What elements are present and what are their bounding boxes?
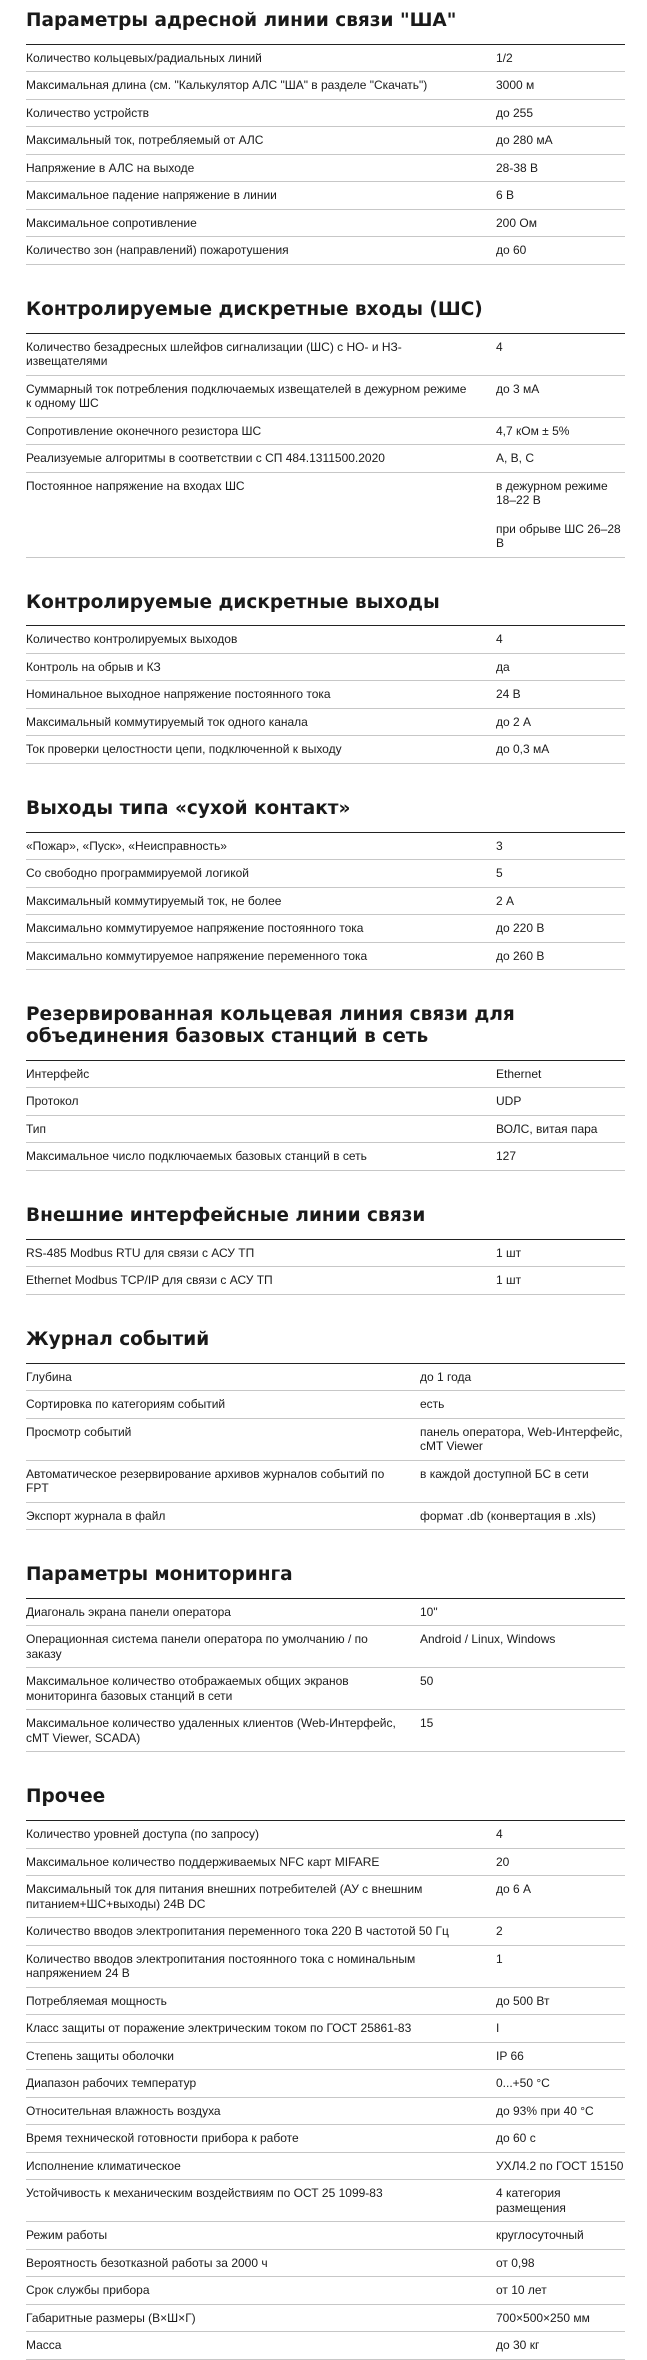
spec-value-line: 3 [496, 838, 503, 853]
spec-row [26, 1267, 625, 1295]
section-title: Внешние интерфейсные линии связи [26, 1204, 426, 1226]
spec-row [26, 708, 625, 736]
spec-row [26, 2277, 625, 2305]
spec-value [496, 445, 625, 473]
spec-value [496, 1918, 625, 1946]
spec-value-line: 4,7 кОм ± 5% [496, 423, 570, 438]
spec-label: Номинальное выходное напряжение постоянного тока [26, 681, 496, 709]
spec-row [26, 1598, 625, 1626]
spec-table [26, 333, 625, 558]
spec-row [26, 72, 625, 100]
spec-label: Суммарный ток потребления подключаемых извещателей в дежурном режиме к одному ШС [26, 375, 496, 417]
spec-section [26, 299, 625, 558]
spec-table [26, 1363, 625, 1531]
spec-label: Количество безадресных шлейфов сигнализации (ШС) с НО- и НЗ-извещателями [26, 333, 496, 375]
spec-value-line: Android / Linux, Windows [420, 1632, 556, 1647]
spec-label: Количество устройств [26, 99, 496, 127]
spec-value [496, 2332, 625, 2360]
spec-value-line: УХЛ4.2 по ГОСТ 15150 [496, 2158, 624, 2173]
spec-row [26, 1239, 625, 1267]
spec-label: Максимальный ток для питания внешних потребителей (АУ с внешним питанием+ШС+выходы) 24В DC [26, 1876, 496, 1918]
section-title: Резервированная кольцевая линия связи для объединения базовых станций в сеть [26, 1004, 515, 1048]
spec-value-line: есть [420, 1397, 445, 1412]
spec-value [420, 1598, 625, 1626]
spec-value-line: до 0,3 мА [496, 742, 550, 757]
spec-label: Количество вводов электропитания постоянного тока с номинальным напряжением 24 В [26, 1945, 496, 1987]
spec-value [496, 1987, 625, 2015]
spec-value-line: 20 [496, 1854, 510, 1869]
spec-value [420, 1460, 625, 1502]
spec-label: Автоматическое резервирование архивов журналов событий по FPT [26, 1460, 420, 1502]
section-title: Контролируемые дискретные выходы [26, 591, 440, 613]
spec-row [26, 154, 625, 182]
spec-value [496, 2277, 625, 2305]
spec-label: Сортировка по категориям событий [26, 1391, 420, 1419]
spec-row [26, 1848, 625, 1876]
spec-value-line: до 93% при 40 °C [496, 2103, 594, 2118]
spec-table [26, 44, 625, 265]
spec-value [420, 1502, 625, 1530]
spec-row [26, 681, 625, 709]
spec-value [496, 375, 625, 417]
spec-table [26, 1239, 625, 1295]
spec-value-line: при обрыве ШС 26–28 В [496, 521, 621, 551]
spec-value [496, 127, 625, 155]
spec-label: Интерфейс [26, 1060, 496, 1088]
spec-label: Относительная влажность воздуха [26, 2097, 496, 2125]
spec-label: Просмотр событий [26, 1418, 420, 1460]
spec-label: Максимальное число подключаемых базовых станций в сеть [26, 1143, 496, 1171]
spec-row [26, 1502, 625, 1530]
spec-section [26, 592, 625, 764]
spec-value-line: 127 [496, 1149, 517, 1164]
spec-value [496, 1239, 625, 1267]
spec-value [496, 209, 625, 237]
spec-row [26, 1418, 625, 1460]
spec-row [26, 1821, 625, 1849]
spec-value [496, 237, 625, 265]
spec-value-line: 50 [420, 1674, 434, 1689]
spec-value [496, 99, 625, 127]
spec-value-line: 1 шт [496, 1273, 522, 1288]
spec-row [26, 1088, 625, 1116]
spec-row [26, 445, 625, 473]
spec-value [496, 472, 625, 557]
spec-value-line: 24 В [496, 687, 521, 702]
section-title: Журнал событий [26, 1328, 210, 1350]
spec-value [496, 1821, 625, 1849]
spec-row [26, 2070, 625, 2098]
spec-value-line: 200 Ом [496, 215, 537, 230]
spec-value [496, 942, 625, 970]
spec-label: Количество вводов электропитания переменного тока 220 В частотой 50 Гц [26, 1918, 496, 1946]
spec-value [496, 2042, 625, 2070]
spec-value-line: 1 [496, 1951, 503, 1966]
spec-row [26, 417, 625, 445]
spec-value-line: 15 [420, 1716, 434, 1731]
spec-value-line: 3000 м [496, 78, 535, 93]
spec-value-line: 4 [496, 1827, 503, 1842]
spec-value-line: до 60 [496, 243, 527, 258]
spec-section [26, 1786, 625, 2359]
spec-label: Масса [26, 2332, 496, 2360]
spec-row [26, 1626, 625, 1668]
spec-value-line: 5 [496, 866, 503, 881]
spec-label: Сопротивление оконечного резистора ШС [26, 417, 496, 445]
spec-label: Глубина [26, 1363, 420, 1391]
spec-row [26, 915, 625, 943]
spec-row [26, 1143, 625, 1171]
spec-row [26, 653, 625, 681]
spec-value [496, 1267, 625, 1295]
spec-value-line: от 10 лет [496, 2283, 547, 2298]
spec-row [26, 237, 625, 265]
spec-section [26, 1329, 625, 1530]
spec-value [496, 1945, 625, 1987]
spec-row [26, 1363, 625, 1391]
spec-label: Тип [26, 1115, 496, 1143]
spec-value-line: до 1 года [420, 1369, 472, 1384]
spec-value-line: до 220 В [496, 921, 545, 936]
spec-label: Максимальный коммутируемый ток одного канала [26, 708, 496, 736]
spec-label: Степень защиты оболочки [26, 2042, 496, 2070]
spec-value-line: 1 шт [496, 1245, 522, 1260]
section-title: Выходы типа «сухой контакт» [26, 797, 351, 819]
spec-value [496, 887, 625, 915]
spec-row [26, 2042, 625, 2070]
spec-label: Максимальное количество удаленных клиентов (Web-Интерфейс, cMT Viewer, SCADA) [26, 1710, 420, 1752]
spec-value [496, 2070, 625, 2098]
spec-label: Устойчивость к механическим воздействиям по ОСТ 25 1099-83 [26, 2180, 496, 2222]
spec-row [26, 860, 625, 888]
section-title: Параметры адресной линии связи "ША" [26, 10, 457, 31]
spec-row [26, 1668, 625, 1710]
spec-row [26, 1710, 625, 1752]
spec-value-line: I [496, 2021, 500, 2036]
spec-value-line: UDP [496, 1094, 522, 1109]
spec-row [26, 832, 625, 860]
spec-value [496, 653, 625, 681]
spec-label: Максимальное количество отображаемых общих экранов мониторинга базовых станций в сети [26, 1668, 420, 1710]
spec-label: Срок службы прибора [26, 2277, 496, 2305]
spec-label: Количество кольцевых/радиальных линий [26, 44, 496, 72]
spec-row [26, 127, 625, 155]
spec-table [26, 832, 625, 971]
spec-value-line: панель оператора, Web-Интерфейс, cMT Viewer [420, 1424, 623, 1454]
spec-section [26, 1564, 625, 1752]
spec-label: Операционная система панели оператора по умолчанию / по заказу [26, 1626, 420, 1668]
spec-row [26, 99, 625, 127]
spec-label: Постоянное напряжение на входах ШС [26, 472, 496, 557]
spec-value [420, 1391, 625, 1419]
spec-label: Время технической готовности прибора к работе [26, 2125, 496, 2153]
spec-label: Напряжение в АЛС на выходе [26, 154, 496, 182]
spec-label: Максимальное сопротивление [26, 209, 496, 237]
spec-row [26, 182, 625, 210]
spec-value [496, 860, 625, 888]
spec-value-line: 28-38 В [496, 160, 539, 175]
spec-value [420, 1363, 625, 1391]
spec-value-line: до 6 А [496, 1882, 532, 1897]
spec-value-line: в каждой доступной БС в сети [420, 1466, 589, 1481]
spec-section [26, 10, 625, 265]
spec-value-line: формат .db (конвертация в .xls) [420, 1508, 596, 1523]
spec-table [26, 1060, 625, 1171]
spec-row [26, 2180, 625, 2222]
spec-label: Максимальный ток, потребляемый от АЛС [26, 127, 496, 155]
spec-value [496, 2249, 625, 2277]
spec-table [26, 1598, 625, 1753]
spec-row [26, 209, 625, 237]
spec-row [26, 1918, 625, 1946]
spec-row [26, 1987, 625, 2015]
spec-value-line: до 30 кг [496, 2338, 540, 2353]
spec-value-line: круглосуточный [496, 2228, 584, 2243]
spec-value-line: до 60 с [496, 2131, 536, 2146]
spec-value-line: до 500 Вт [496, 1993, 550, 2008]
spec-value [496, 44, 625, 72]
spec-value-line: да [496, 659, 510, 674]
spec-value-line: до 260 В [496, 948, 545, 963]
section-title: Параметры мониторинга [26, 1564, 293, 1586]
spec-row [26, 736, 625, 764]
spec-value-line: 4 [496, 632, 503, 647]
spec-value [496, 182, 625, 210]
spec-row [26, 2304, 625, 2332]
spec-label: Максимально коммутируемое напряжение постоянного тока [26, 915, 496, 943]
spec-value [420, 1418, 625, 1460]
spec-row [26, 44, 625, 72]
spec-value [496, 1143, 625, 1171]
spec-label: Экспорт журнала в файл [26, 1502, 420, 1530]
spec-row [26, 2222, 625, 2250]
spec-value-line: 2 А [496, 893, 515, 908]
spec-label: Максимально коммутируемое напряжение переменного тока [26, 942, 496, 970]
spec-row [26, 472, 625, 557]
spec-value [496, 2125, 625, 2153]
spec-value [496, 1876, 625, 1918]
spec-value [496, 2152, 625, 2180]
spec-value [496, 72, 625, 100]
spec-value [496, 2180, 625, 2222]
spec-value [496, 736, 625, 764]
spec-label: Габаритные размеры (В×Ш×Г) [26, 2304, 496, 2332]
spec-value-line: до 255 [496, 105, 534, 120]
spec-label: Со свободно программируемой логикой [26, 860, 496, 888]
spec-label: Контроль на обрыв и КЗ [26, 653, 496, 681]
spec-label: Ток проверки целостности цепи, подключенной к выходу [26, 736, 496, 764]
spec-value-line: до 280 мА [496, 133, 553, 148]
spec-row [26, 942, 625, 970]
spec-label: Максимальный коммутируемый ток, не более [26, 887, 496, 915]
spec-value-line: от 0,98 [496, 2255, 535, 2270]
spec-label: RS-485 Modbus RTU для связи с АСУ ТП [26, 1239, 496, 1267]
spec-value [496, 2015, 625, 2043]
spec-row [26, 1115, 625, 1143]
spec-row [26, 375, 625, 417]
spec-value [496, 1115, 625, 1143]
spec-value-line: А, В, С [496, 451, 535, 466]
spec-label: «Пожар», «Пуск», «Неисправность» [26, 832, 496, 860]
spec-value-line: 0...+50 °C [496, 2076, 550, 2091]
spec-value-line: до 2 А [496, 714, 532, 729]
spec-label: Исполнение климатическое [26, 2152, 496, 2180]
spec-value [496, 1060, 625, 1088]
spec-value [496, 708, 625, 736]
spec-row [26, 626, 625, 654]
spec-row [26, 2125, 625, 2153]
spec-label: Количество контролируемых выходов [26, 626, 496, 654]
spec-label: Количество уровней доступа (по запросу) [26, 1821, 496, 1849]
spec-value-line: 6 В [496, 188, 515, 203]
spec-label: Потребляемая мощность [26, 1987, 496, 2015]
spec-label: Вероятность безотказной работы за 2000 ч [26, 2249, 496, 2277]
spec-value-line: 10" [420, 1604, 438, 1619]
spec-value [496, 2304, 625, 2332]
spec-value [420, 1710, 625, 1752]
spec-row [26, 1460, 625, 1502]
section-title: Контролируемые дискретные входы (ШС) [26, 298, 483, 320]
spec-row [26, 2097, 625, 2125]
spec-label: Максимальная длина (см. "Калькулятор АЛС "ША" в разделе "Скачать") [26, 72, 496, 100]
spec-label: Диапазон рабочих температур [26, 2070, 496, 2098]
spec-row [26, 887, 625, 915]
spec-section [26, 798, 625, 970]
spec-row [26, 2152, 625, 2180]
spec-row [26, 1391, 625, 1419]
spec-section [26, 1205, 625, 1295]
spec-section [26, 1004, 625, 1171]
spec-value-line: 4 категория размещения [496, 2186, 566, 2215]
spec-label: Класс защиты от поражение электрическим током по ГОСТ 25861-83 [26, 2015, 496, 2043]
spec-value-line: в дежурном режиме 18–22 В [496, 478, 608, 508]
spec-value-line: 1/2 [496, 50, 513, 65]
spec-value [420, 1668, 625, 1710]
spec-row [26, 2249, 625, 2277]
spec-label: Количество зон (направлений) пожаротушения [26, 237, 496, 265]
spec-value [496, 681, 625, 709]
spec-value-line: ВОЛС, витая пара [496, 1121, 598, 1136]
spec-value [496, 2222, 625, 2250]
spec-value [420, 1626, 625, 1668]
spec-label: Протокол [26, 1088, 496, 1116]
section-title: Прочее [26, 1786, 106, 1808]
spec-label: Максимальное количество поддерживаемых NFC карт MIFARE [26, 1848, 496, 1876]
spec-table [26, 625, 625, 764]
spec-value [496, 417, 625, 445]
spec-value-line: 4 [496, 339, 503, 354]
spec-row [26, 333, 625, 375]
spec-value-line: 2 [496, 1924, 503, 1939]
spec-value-line: Ethernet [496, 1066, 542, 1081]
spec-value [496, 915, 625, 943]
spec-value [496, 1848, 625, 1876]
spec-label: Режим работы [26, 2222, 496, 2250]
spec-label: Диагональ экрана панели оператора [26, 1598, 420, 1626]
spec-value [496, 626, 625, 654]
spec-label: Реализуемые алгоритмы в соответствии с СП 484.1311500.2020 [26, 445, 496, 473]
spec-row [26, 2015, 625, 2043]
spec-value-line: 700×500×250 мм [496, 2310, 590, 2325]
spec-value [496, 333, 625, 375]
spec-row [26, 2332, 625, 2360]
spec-row [26, 1945, 625, 1987]
spec-table [26, 1820, 625, 2360]
spec-value [496, 2097, 625, 2125]
spec-value-line: до 3 мА [496, 381, 540, 396]
spec-row [26, 1876, 625, 1918]
spec-value-line: IP 66 [496, 2048, 524, 2063]
spec-row [26, 1060, 625, 1088]
spec-label: Максимальное падение напряжение в линии [26, 182, 496, 210]
spec-value [496, 832, 625, 860]
spec-value [496, 1088, 625, 1116]
spec-label: Ethernet Modbus TCP/IP для связи с АСУ ТП [26, 1267, 496, 1295]
spec-value [496, 154, 625, 182]
